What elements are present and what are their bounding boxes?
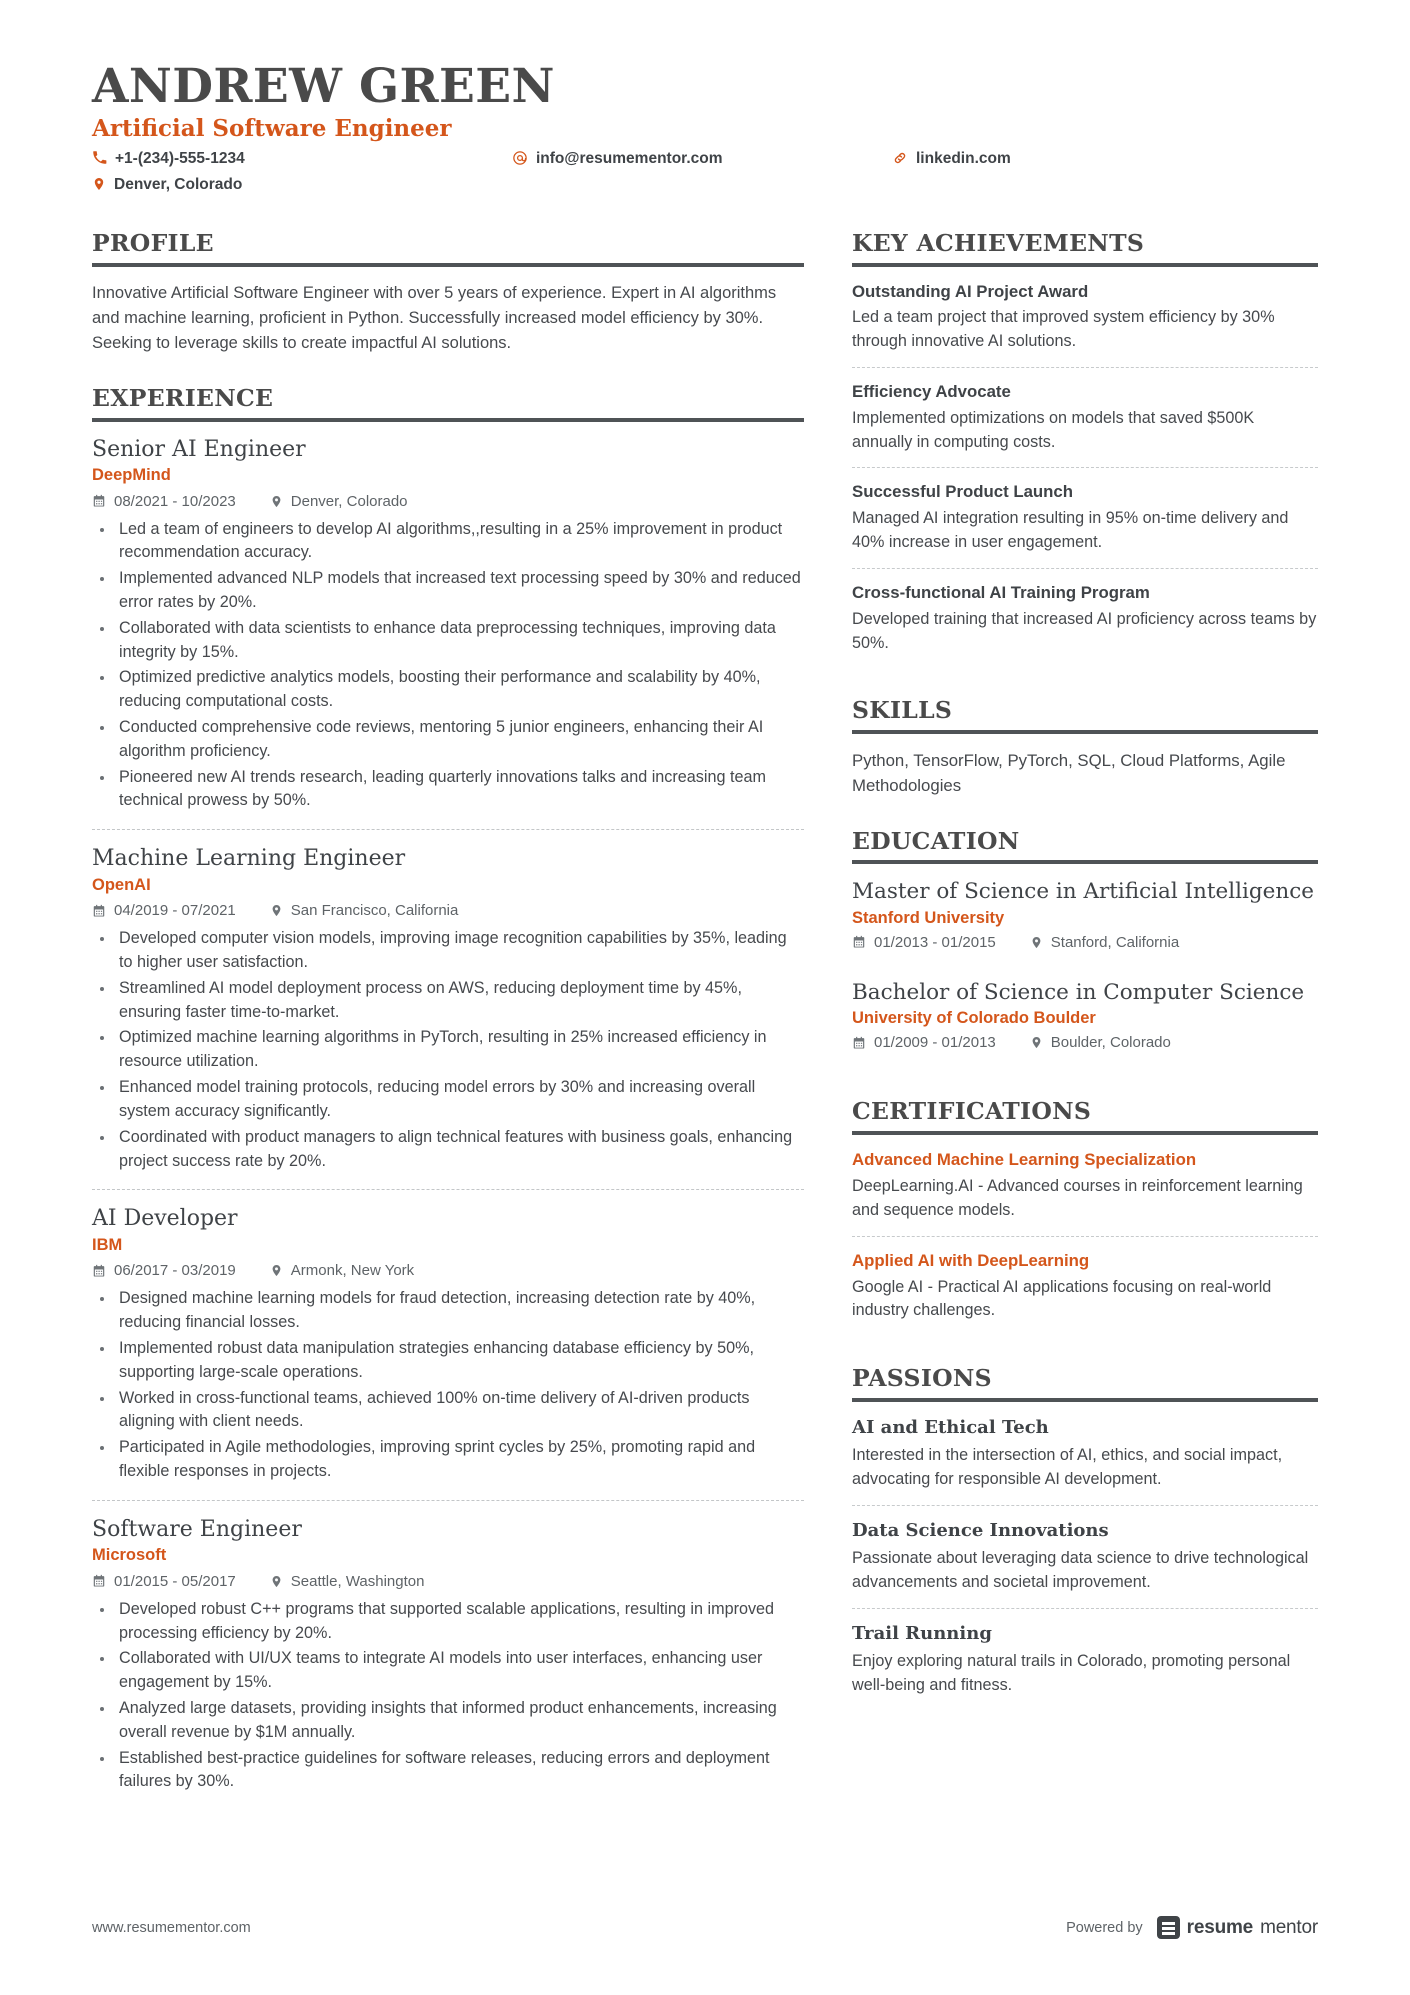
experience-dates: [92, 902, 236, 919]
education-dates-text: 01/2009 - 01/2013: [874, 1034, 996, 1052]
location-pin-icon: [1030, 935, 1043, 950]
section-experience: [92, 383, 804, 1810]
footer-website[interactable]: www.resumementor.com: [92, 1919, 251, 1936]
experience-bullet: Optimized machine learning algorithms in PyTorch, resulting in 25% increased efficiency in resource utilization.: [92, 1026, 804, 1074]
experience-dates-text: 04/2019 - 07/2021: [114, 902, 236, 920]
passion-description: Interested in the intersection of AI, ethics, and social impact, advocating for responsible AI development.: [852, 1446, 1283, 1489]
passion-description: Passionate about leveraging data science to drive technological advancements and societal improvement.: [852, 1549, 1309, 1592]
experience-bullet: Coordinated with product managers to align technical features with business goals, enhancing project success rate by 20%.: [92, 1126, 804, 1174]
achievement-title: Efficiency Advocate: [852, 381, 1011, 401]
experience-list: [92, 436, 804, 1811]
right-column: [852, 228, 1318, 1841]
passion-description: Enjoy exploring natural trails in Colorado, promoting personal well-being and fitness.: [852, 1652, 1291, 1695]
achievement-item: [852, 568, 1318, 668]
candidate-job-title: Artificial Software Engineer: [92, 114, 452, 142]
experience-bullet: Collaborated with data scientists to enhance data preprocessing techniques, improving data integrity by 15%.: [92, 617, 804, 665]
experience-location-text: Denver, Colorado: [290, 492, 408, 510]
education-degree: Bachelor of Science in Computer Science: [852, 979, 1305, 1005]
experience-entry: [92, 436, 804, 830]
achievements-list: [852, 281, 1318, 669]
certification-description: Google AI - Practical AI applications focusing on real-world industry challenges.: [852, 1277, 1272, 1320]
contact-phone-text: +1-(234)-555-1234: [115, 150, 245, 168]
resumementor-logo-mark-icon: [1157, 1916, 1180, 1939]
achievement-item: [852, 467, 1318, 567]
experience-dates-text: 01/2015 - 05/2017: [114, 1572, 236, 1590]
experience-meta: [92, 493, 804, 510]
experience-meta: [92, 1573, 804, 1590]
certification-description: DeepLearning.AI - Advanced courses in reinforcement learning and sequence models.: [852, 1177, 1303, 1219]
passion-item: [852, 1416, 1318, 1505]
calendar-icon: [852, 1036, 866, 1050]
experience-entry: [92, 1500, 804, 1810]
education-school: University of Colorado Boulder: [852, 1009, 1096, 1028]
experience-dates: [92, 493, 236, 510]
experience-company: DeepMind: [92, 466, 171, 485]
experience-bullets: [92, 927, 804, 1173]
experience-bullets: [92, 518, 804, 814]
experience-bullet: Collaborated with UI/UX teams to integrate AI models into user interfaces, enhancing user engagement by 15%.: [92, 1647, 804, 1695]
experience-job-title: Software Engineer: [92, 1516, 302, 1542]
achievement-item: [852, 367, 1318, 467]
link-icon: [892, 150, 908, 166]
certification-title: Applied AI with DeepLearning: [852, 1250, 1090, 1270]
certification-item: [852, 1149, 1318, 1235]
education-location-text: Stanford, California: [1050, 933, 1180, 951]
section-heading-certifications: CERTIFICATIONS: [852, 1099, 1318, 1135]
achievement-title: Cross-functional AI Training Program: [852, 582, 1150, 602]
experience-meta: [92, 902, 804, 919]
section-heading-key-achievements: KEY ACHIEVEMENTS: [852, 231, 1318, 267]
education-dates: [852, 934, 996, 951]
experience-dates-text: 06/2017 - 03/2019: [114, 1262, 236, 1280]
education-entry: [852, 969, 1318, 1070]
passion-title: Trail Running: [852, 1623, 992, 1645]
education-location: [1030, 1034, 1171, 1051]
location-pin-icon: [1030, 1035, 1043, 1050]
experience-job-title: Senior AI Engineer: [92, 436, 306, 462]
experience-bullet: Implemented advanced NLP models that increased text processing speed by 30% and reduced error rates by 20%.: [92, 567, 804, 615]
experience-bullet: Streamlined AI model deployment process on AWS, reducing deployment time by 45%, ensuring faster time-to-market.: [92, 977, 804, 1025]
experience-bullet: Designed machine learning models for fraud detection, increasing detection rate by 40%, reducing financial losses.: [92, 1287, 804, 1335]
logo-text-bold: resume: [1186, 1916, 1254, 1938]
achievement-description: Developed training that increased AI proficiency across teams by 50%.: [852, 609, 1317, 652]
experience-bullet: Enhanced model training protocols, reducing model errors by 30% and increasing overall system accuracy significantly.: [92, 1076, 804, 1124]
experience-bullet: Developed computer vision models, improving image recognition capabilities by 35%, leading to higher user satisfaction.: [92, 927, 804, 975]
achievement-title: Successful Product Launch: [852, 482, 1073, 502]
section-heading-experience: EXPERIENCE: [92, 386, 804, 422]
page-footer: [92, 1916, 1318, 1939]
experience-company: OpenAI: [92, 875, 151, 894]
experience-entry: [92, 1189, 804, 1499]
section-key-achievements: [852, 228, 1318, 669]
phone-icon: [92, 150, 107, 165]
experience-location-text: Armonk, New York: [290, 1262, 415, 1280]
passion-title: Data Science Innovations: [852, 1520, 1109, 1542]
calendar-icon: [92, 1574, 106, 1588]
resume-header: [92, 59, 1318, 195]
education-list: [852, 878, 1318, 1069]
experience-bullet: Led a team of engineers to develop AI algorithms,,resulting in a 25% improvement in product recommendation accuracy.: [92, 518, 804, 566]
contact-email-text: info@resumementor.com: [536, 150, 723, 168]
certifications-list: [852, 1149, 1318, 1336]
section-heading-passions: PASSIONS: [852, 1366, 1318, 1402]
passion-item: [852, 1505, 1318, 1608]
location-pin-icon: [270, 1263, 283, 1278]
section-heading-profile: PROFILE: [92, 231, 804, 267]
certification-title: Advanced Machine Learning Specialization: [852, 1150, 1197, 1170]
logo-text-light: mentor: [1260, 1916, 1318, 1938]
experience-bullet: Developed robust C++ programs that supported scalable applications, resulting in improved processing efficiency by 20%.: [92, 1598, 804, 1646]
education-entry: [852, 878, 1318, 969]
section-certifications: [852, 1099, 1318, 1336]
location-pin-icon: [92, 176, 106, 192]
experience-job-title: Machine Learning Engineer: [92, 846, 406, 872]
contact-linkedin[interactable]: [892, 149, 1318, 169]
section-heading-skills: SKILLS: [852, 698, 1318, 734]
achievement-description: Implemented optimizations on models that saved $500K annually in computing costs.: [852, 408, 1255, 451]
candidate-name: ANDREW GREEN: [92, 59, 555, 114]
section-profile: [92, 228, 804, 356]
resume-body: [92, 228, 1318, 1841]
email-icon: [512, 150, 528, 166]
experience-bullet: Conducted comprehensive code reviews, mentoring 5 junior engineers, enhancing their AI algorithm proficiency.: [92, 716, 804, 764]
calendar-icon: [92, 494, 106, 508]
education-degree: Master of Science in Artificial Intelligence: [852, 879, 1314, 905]
experience-dates-text: 08/2021 - 10/2023: [114, 492, 236, 510]
certification-item: [852, 1236, 1318, 1336]
experience-bullet: Optimized predictive analytics models, boosting their performance and scalability by 40%, reducing computational costs.: [92, 666, 804, 714]
achievement-description: Led a team project that improved system efficiency by 30% through innovative AI solutions.: [852, 308, 1275, 351]
education-school: Stanford University: [852, 908, 1005, 927]
location-pin-icon: [270, 903, 283, 918]
education-meta: [852, 1034, 1318, 1051]
left-column: [92, 228, 804, 1841]
section-heading-education: EDUCATION: [852, 829, 1318, 865]
experience-location-text: San Francisco, California: [290, 902, 459, 920]
section-skills: [852, 698, 1318, 798]
experience-bullet: Participated in Agile methodologies, improving sprint cycles by 25%, promoting rapid and flexible responses in projects.: [92, 1436, 804, 1484]
education-location: [1030, 934, 1179, 951]
experience-location: [270, 493, 408, 510]
experience-bullet: Established best-practice guidelines for software releases, reducing errors and deployment failures by 30%.: [92, 1747, 804, 1795]
calendar-icon: [92, 904, 106, 918]
experience-job-title: AI Developer: [92, 1206, 238, 1232]
powered-by-block: [1066, 1916, 1318, 1939]
calendar-icon: [92, 1264, 106, 1278]
contact-info: [92, 149, 1318, 194]
profile-text: Innovative Artificial Software Engineer with over 5 years of experience. Expert in AI algorithms and machine learning, proficient in Python. Successfully increased model efficiency by 30%. Seeking to leverage skills to create impactful AI solutions.: [92, 283, 777, 352]
education-meta: [852, 934, 1318, 951]
experience-bullet: Pioneered new AI trends research, leading quarterly innovations talks and increasing team technical prowess by 50%.: [92, 766, 804, 814]
experience-location: [270, 902, 459, 919]
location-pin-icon: [270, 494, 283, 509]
skills-text: Python, TensorFlow, PyTorch, SQL, Cloud Platforms, Agile Methodologies: [852, 751, 1286, 796]
experience-dates: [92, 1262, 236, 1279]
achievement-title: Outstanding AI Project Award: [852, 281, 1089, 301]
contact-location: [92, 175, 512, 195]
passion-title: AI and Ethical Tech: [852, 1417, 1049, 1439]
education-location-text: Boulder, Colorado: [1050, 1034, 1171, 1052]
experience-bullets: [92, 1598, 804, 1795]
experience-location-text: Seattle, Washington: [290, 1572, 425, 1590]
experience-bullet: Implemented robust data manipulation strategies enhancing database efficiency by 50%, supporting large-scale operations.: [92, 1337, 804, 1385]
experience-dates: [92, 1573, 236, 1590]
contact-phone[interactable]: [92, 149, 512, 169]
experience-location: [270, 1573, 425, 1590]
contact-email[interactable]: [512, 149, 892, 169]
section-education: [852, 826, 1318, 1070]
experience-bullet: Worked in cross-functional teams, achieved 100% on-time delivery of AI-driven products aligning with client needs.: [92, 1387, 804, 1435]
experience-bullet: Analyzed large datasets, providing insights that informed product enhancements, increasing overall revenue by $1M annually.: [92, 1697, 804, 1745]
calendar-icon: [852, 935, 866, 949]
experience-meta: [92, 1262, 804, 1279]
achievement-item: [852, 281, 1318, 367]
contact-location-text: Denver, Colorado: [114, 175, 243, 193]
contact-linkedin-text: linkedin.com: [916, 150, 1011, 168]
powered-by-label: Powered by: [1066, 1919, 1143, 1936]
resumementor-logo: [1157, 1916, 1318, 1939]
experience-location: [270, 1262, 414, 1279]
experience-entry: [92, 829, 804, 1189]
education-dates: [852, 1034, 996, 1051]
experience-company: IBM: [92, 1235, 123, 1254]
passion-item: [852, 1608, 1318, 1711]
passions-list: [852, 1416, 1318, 1711]
achievement-description: Managed AI integration resulting in 95% on-time delivery and 40% increase in user engagement.: [852, 509, 1289, 552]
experience-bullets: [92, 1287, 804, 1484]
section-passions: [852, 1366, 1318, 1711]
location-pin-icon: [270, 1574, 283, 1589]
education-dates-text: 01/2013 - 01/2015: [874, 933, 996, 951]
experience-company: Microsoft: [92, 1546, 167, 1565]
